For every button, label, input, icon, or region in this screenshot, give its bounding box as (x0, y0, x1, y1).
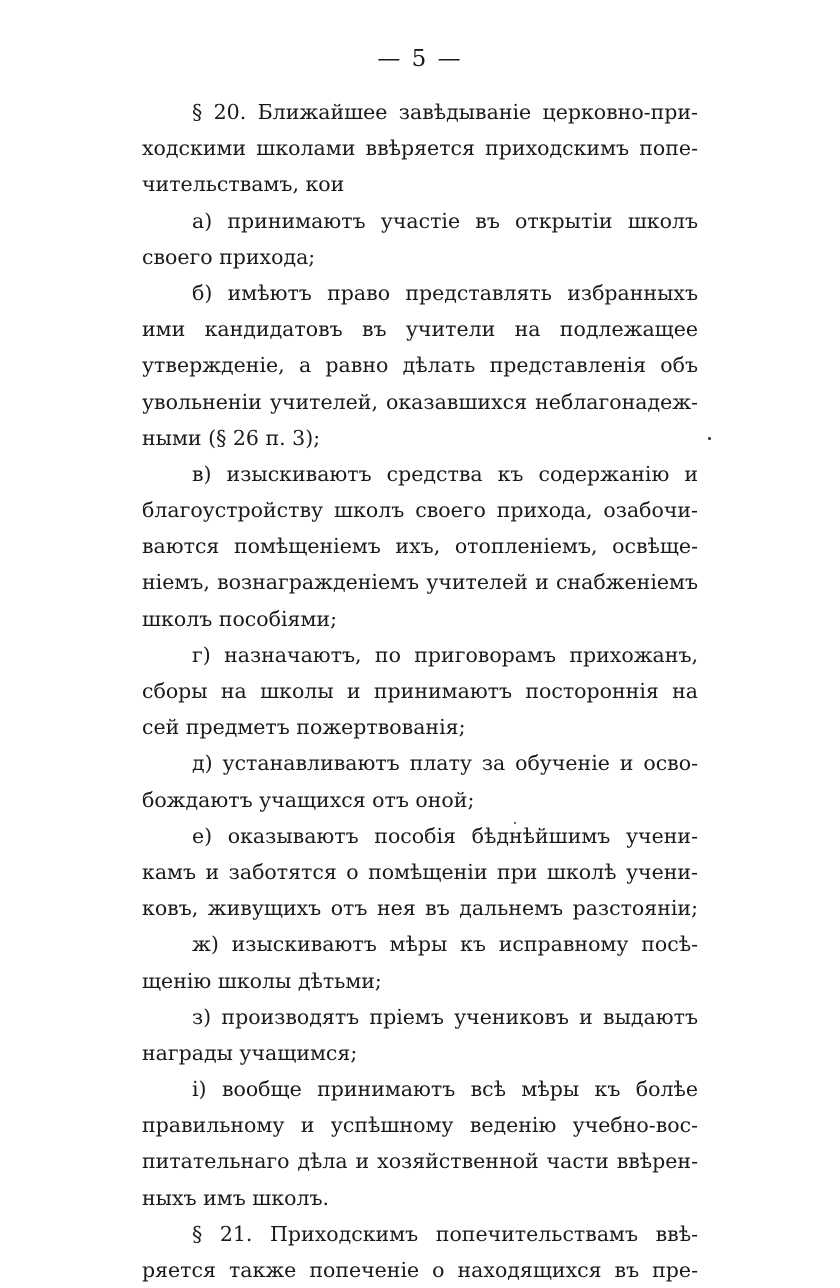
text-line: щенію школы дѣтьми; (142, 968, 382, 993)
text-line: ковъ, живущихъ отъ нея въ дальнемъ разстояніи; (142, 896, 698, 921)
text-line: чительствамъ, кои (142, 172, 345, 197)
text-line: з) производятъ пріемъ учениковъ и выдаютъ (192, 1004, 698, 1029)
text-line: своего прихода; (142, 244, 316, 269)
text-line: увольненіи учителей, оказавшихся неблагонадеж- (142, 389, 698, 414)
text-line: ныхъ имъ школъ. (142, 1185, 330, 1210)
text-line: ими кандидатовъ въ учители на подлежащее (142, 317, 698, 342)
text-line: ряется также попеченіе о находящихся въ пре- (142, 1258, 698, 1282)
text-line: г) назначаютъ, по приговорамъ прихожанъ, (192, 642, 698, 667)
text-line: утвержденіе, а равно дѣлать представленія объ (142, 353, 698, 378)
text-line: камъ и заботятся о помѣщеніи при школѣ учени- (142, 859, 698, 884)
text-line: е) оказываютъ пособія бѣднѣйшимъ учени- (192, 823, 698, 848)
text-line: питательнаго дѣла и хозяйственной части ввѣрен- (142, 1149, 698, 1174)
text-line: сборы на школы и принимаютъ постороннія на (142, 679, 698, 703)
text-line: в) изыскиваютъ средства къ содержанію и (192, 461, 698, 486)
text-line: а) принимаютъ участіе въ открытіи школъ (192, 208, 698, 233)
text-line: д) устанавливаютъ плату за обученіе и осво- (192, 751, 698, 776)
scan-speck (708, 437, 711, 440)
text-line: ж) изыскиваютъ мѣры къ исправному посѣ- (192, 932, 698, 957)
scan-speck (514, 822, 516, 824)
text-line: бождаютъ учащихся отъ оной; (142, 787, 475, 812)
text-line: § 20. Ближайшее завѣдываніе церковно-при- (192, 100, 698, 124)
text-line: награды учащимся; (142, 1040, 358, 1065)
page-number: — 5 — (377, 46, 463, 72)
text-line: б) имѣютъ право представлять избранныхъ (192, 280, 698, 305)
text-line: § 21. Приходскимъ попечительствамъ ввѣ- (192, 1221, 698, 1246)
body-text (142, 94, 698, 1288)
text-line: ходскими школами ввѣряется приходскимъ попе- (142, 136, 698, 161)
text-line: і) вообще принимаютъ всѣ мѣры къ болѣе (192, 1077, 698, 1102)
text-line: благоустройству школъ своего прихода, озабочи- (142, 498, 698, 523)
text-line: сей предметъ пожертвованія; (142, 715, 466, 740)
text-line: школъ пособіями; (142, 606, 337, 631)
text-line: ными (§ 26 п. 3); (142, 425, 321, 450)
text-line: правильному и успѣшному веденію учебно-вос- (142, 1113, 698, 1138)
text-line: ваются помѣщеніемъ ихъ, отопленіемъ, освѣще- (142, 534, 698, 559)
text-line: ніемъ, вознагражденіемъ учителей и снабженіемъ (142, 570, 698, 595)
